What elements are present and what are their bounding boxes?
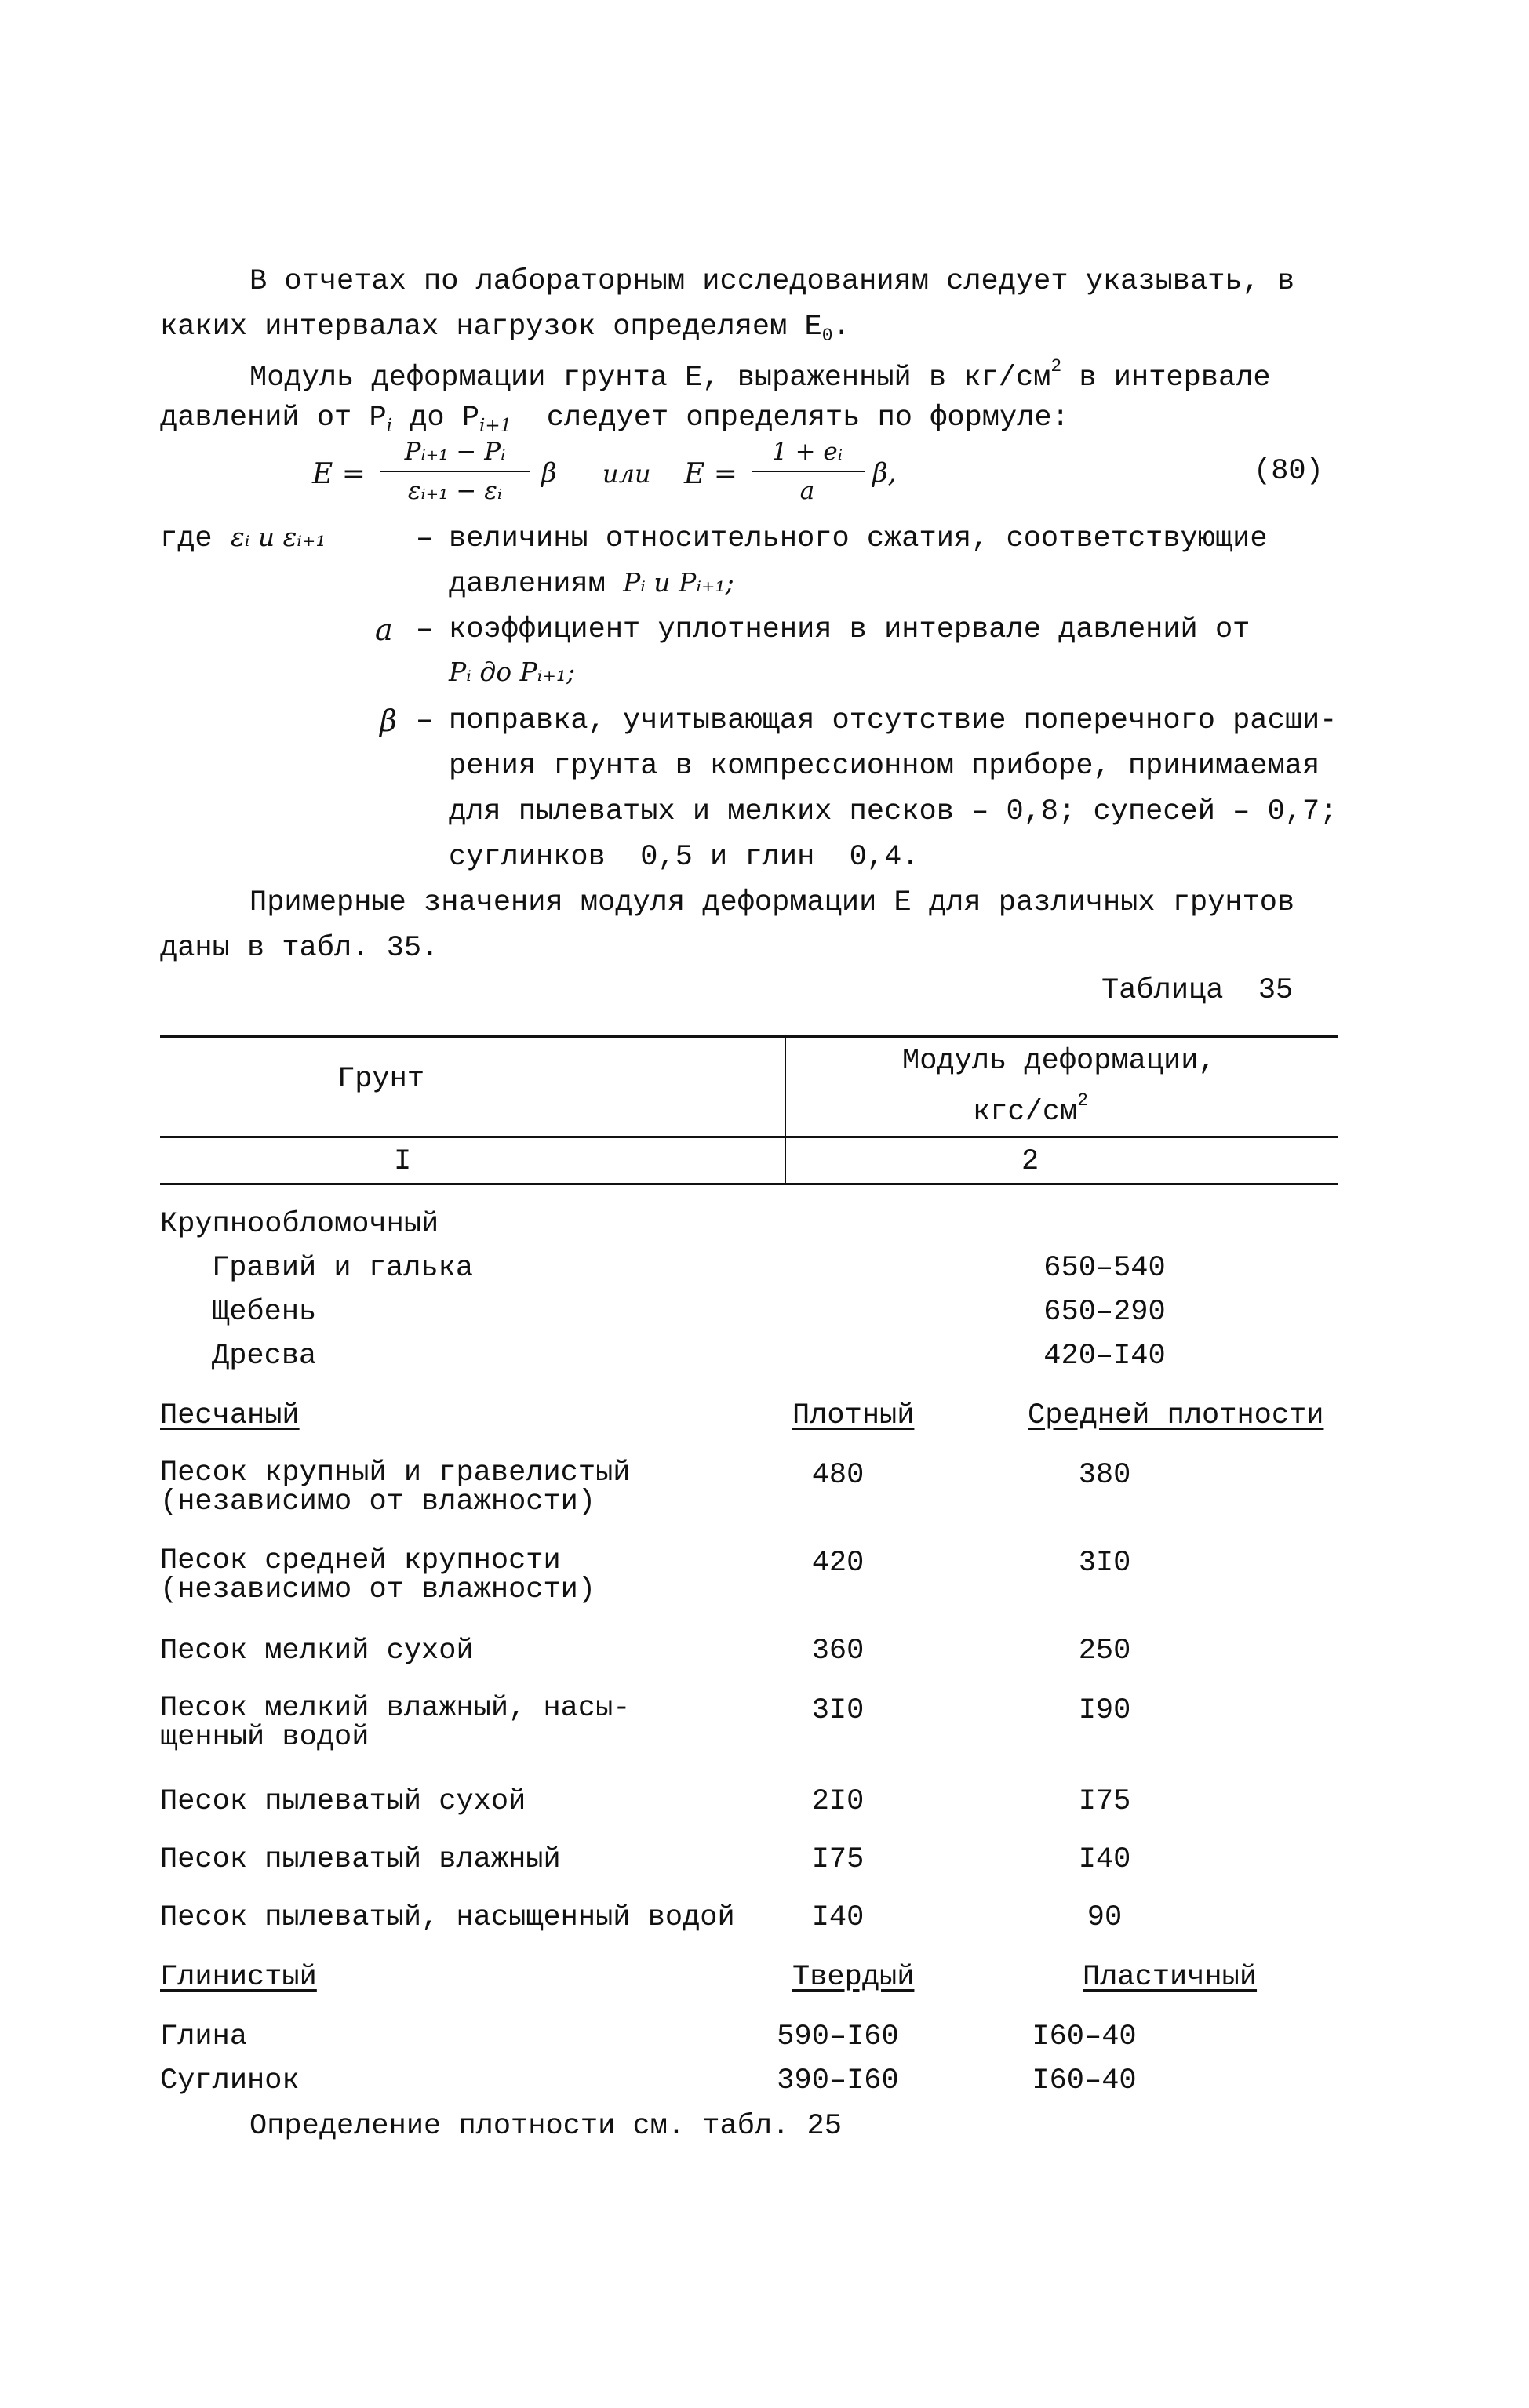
where-dash-1: – [416,522,434,555]
row-value-dense: I40 [811,1901,865,1934]
row-name [160,1544,596,1606]
def-1-text: давлениям [449,568,606,601]
after-line-1: Примерные значения модуля деформации E для различных грунтов [249,886,1295,919]
p2-superscript: 2 [1050,356,1062,376]
where-dash-2: – [416,613,434,646]
row-name: Песок пылеватый, насыщенный водой [160,1901,735,1934]
row-value-solid: 390–I60 [777,2064,899,2097]
row-name-line-1: Песок крупный и гравелистый [160,1457,631,1490]
formula-beta-1: β [541,457,557,489]
row-name-line-1: Песок средней крупности [160,1544,561,1577]
row-value: 650–290 [1043,1296,1166,1329]
table-top-rule [160,1035,1338,1038]
formula-beta-2: β, [872,457,897,489]
table-number-rule [160,1183,1338,1185]
where-dash-3: – [416,704,434,737]
table-note: Определение плотности см. табл. 25 [249,2110,842,2143]
row-value-dense: 420 [811,1547,865,1580]
row-name: Гравий и галька [212,1252,474,1285]
p2-text: Модуль деформации грунта E, выраженный в кг/см [249,362,1051,395]
def-1-line-1: величины относительного сжатия, соответствующие [449,522,1268,555]
def-2-line-2: Pᵢ до Pᵢ₊₁; [449,657,576,687]
p1-text: каких интервалах нагрузок определяем E [160,311,822,344]
row-name [160,1459,631,1517]
table-header-rule [160,1136,1338,1138]
symbol-a: a [375,613,393,647]
header-col-1: Грунт [337,1063,425,1096]
row-value-dense: 3I0 [811,1694,865,1727]
formula-ili: или [602,459,651,489]
formula-fraction-1-bar [380,471,530,472]
formula-fraction-1-denominator: εᵢ₊₁ − εᵢ [407,477,503,505]
def-3-line-4: суглинков 0,5 и глин 0,4. [449,841,919,874]
paragraph-1-line-2 [160,311,850,346]
p1-end: . [832,311,850,344]
row-value-dense: I75 [811,1843,865,1876]
paragraph-1-line-1: В отчетах по лабораторным исследованиям следует указывать, в [249,265,1295,298]
after-line-2: даны в табл. 35. [160,932,439,965]
row-value-medium: I40 [1078,1843,1131,1876]
row-value-medium: 250 [1078,1635,1131,1668]
row-value-plastic: I60–40 [1032,2021,1137,2053]
table-column-divider [785,1037,786,1184]
formula-fraction-2-numerator: 1 + eᵢ [772,438,843,466]
formula-fraction-1-numerator: Pᵢ₊₁ − Pᵢ [404,438,506,466]
row-name-line-2: (независимо от влажности) [160,1486,596,1519]
where-epsilon: εᵢ и εᵢ₊₁ [231,522,326,552]
row-name: Щебень [212,1296,317,1329]
row-name: Суглинок [160,2064,300,2097]
sandy-col-b-header: Средней плотности [1028,1399,1324,1432]
p2-sub-i: i [386,416,393,436]
formula-fraction-2-denominator: a [799,477,815,505]
header-col-2-line-1: Модуль деформации, [902,1045,1216,1078]
column-number-2: 2 [1021,1145,1039,1178]
row-value-solid: 590–I60 [777,2021,899,2053]
row-value-medium: I90 [1078,1694,1131,1727]
def-3-line-2: рения грунта в компрессионном приборе, принимаемая [449,750,1320,783]
section-clay-title: Глинистый [160,1961,317,1994]
p2-end: в интервале [1061,362,1271,395]
row-name-line-2: (независимо от влажности) [160,1573,596,1606]
header-unit: кгс/см [973,1096,1078,1129]
paragraph-2-line-2 [160,402,1069,436]
formula-lhs-2: E = [684,458,737,490]
p2-c: следует определять по формуле: [511,402,1069,435]
row-name [160,1694,631,1752]
p2-b: до P [392,402,480,435]
row-value-dense: 480 [811,1459,865,1492]
row-name: Песок пылеватый влажный [160,1843,561,1876]
row-name: Песок пылеватый сухой [160,1785,526,1818]
p2-sub-i1: i+1 [479,416,512,436]
formula-lhs: E = [312,458,366,490]
symbol-beta: β [380,704,397,738]
row-name-line-2: щенный водой [160,1721,370,1754]
row-value: 420–I40 [1043,1340,1166,1373]
row-value-plastic: I60–40 [1032,2064,1137,2097]
row-name: Песок мелкий сухой [160,1635,474,1668]
paragraph-2-line-1 [249,356,1271,395]
p2-a: давлений от P [160,402,387,435]
row-value-medium: 90 [1087,1901,1123,1934]
sandy-col-a-header: Плотный [792,1399,915,1432]
row-value-dense: 360 [811,1635,865,1668]
formula-fraction-2-bar [752,471,865,472]
clay-col-b-header: Пластичный [1083,1961,1258,1994]
row-value-medium: I75 [1078,1785,1131,1818]
row-name: Дресва [212,1340,317,1373]
row-value: 650–540 [1043,1252,1166,1285]
def-2-line-1: коэффициент уплотнения в интервале давлений от [449,613,1251,646]
formula-number: (80) [1254,455,1323,488]
row-name: Глина [160,2021,248,2053]
section-coarse-title: Крупнообломочный [160,1208,439,1241]
row-value-medium: 3I0 [1078,1547,1131,1580]
column-number-1: I [394,1145,412,1178]
def-3-line-3: для пылеватых и мелких песков – 0,8; супесей – 0,7; [449,795,1338,828]
header-unit-superscript: 2 [1077,1090,1089,1111]
def-1-symbols: Pᵢ и Pᵢ₊₁; [623,567,734,598]
where-label: где [160,522,213,555]
section-sandy-title: Песчаный [160,1399,300,1432]
clay-col-a-header: Твердый [792,1961,915,1994]
def-3-line-1: поправка, учитывающая отсутствие поперечного расши- [449,704,1338,737]
row-value-dense: 2I0 [811,1785,865,1818]
p1-subscript: 0 [821,326,833,346]
row-value-medium: 380 [1078,1459,1131,1492]
def-1-line-2 [449,568,734,602]
row-name-line-1: Песок мелкий влажный, насы- [160,1692,631,1725]
header-col-2-line-2 [973,1090,1088,1129]
table-label: Таблица 35 [1101,974,1294,1007]
